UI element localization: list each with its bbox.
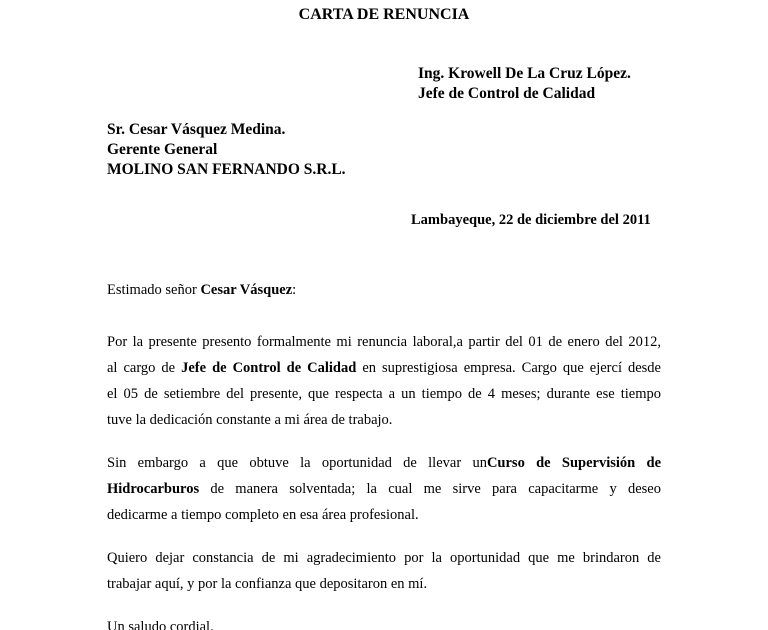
sender-position: Jefe de Control de Calidad <box>418 85 596 102</box>
recipient-name: Sr. Cesar Vásquez Medina. <box>107 121 286 138</box>
date-line: Lambayeque, 22 de diciembre del 2011 <box>411 212 651 228</box>
letter-title: CARTA DE RENUNCIA <box>298 6 470 23</box>
paragraph-line: Por la presente presento formalmente mi renuncia laboral,a partir del 01 de enero del 2012, <box>107 334 661 350</box>
closing-line: Un saludo cordial. <box>107 619 214 630</box>
paragraph-line: trabajar aquí, y por la confianza que depositaron en mí. <box>107 576 428 592</box>
sender-name: Ing. Krowell De La Cruz López. <box>418 65 631 82</box>
paragraph-line <box>107 450 661 476</box>
paragraph-line: el 05 de setiembre del presente, que respecta a un tiempo de 4 meses; durante ese tiempo <box>107 386 661 402</box>
text-run: Sin embargo a que obtuve la oportunidad de llevar un <box>107 455 487 471</box>
paragraph-reason <box>107 450 661 528</box>
paragraph-line <box>107 476 661 502</box>
paragraph-line <box>107 355 661 381</box>
salutation-prefix: Estimado señor <box>107 282 201 298</box>
course-emphasis: Hidrocarburos <box>107 481 200 497</box>
text-run: de manera solventada; la cual me sirve para capacitarme y deseo <box>199 481 661 497</box>
text-run: en suprestigiosa empresa. Cargo que ejercí desde <box>356 360 661 376</box>
course-emphasis: Curso de Supervisión de <box>486 455 662 471</box>
sender-block <box>418 64 631 104</box>
text-run: al cargo de <box>107 360 182 376</box>
position-emphasis: Jefe de Control de Calidad <box>181 360 357 376</box>
recipient-company: MOLINO SAN FERNANDO S.R.L. <box>107 161 346 178</box>
salutation <box>107 277 661 303</box>
salutation-name: Cesar Vásquez <box>200 282 293 298</box>
paragraph-resignation <box>107 329 661 433</box>
paragraph-line: Quiero dejar constancia de mi agradecimiento por la oportunidad que me brindaron de <box>107 550 661 566</box>
paragraph-line: tuve la dedicación constante a mi área de trabajo. <box>107 412 393 428</box>
salutation-suffix: : <box>292 282 297 298</box>
recipient-position: Gerente General <box>107 141 218 158</box>
paragraph-gratitude <box>107 545 661 597</box>
paragraph-line: dedicarme a tiempo completo en esa área profesional. <box>107 507 419 523</box>
recipient-block <box>107 120 346 180</box>
